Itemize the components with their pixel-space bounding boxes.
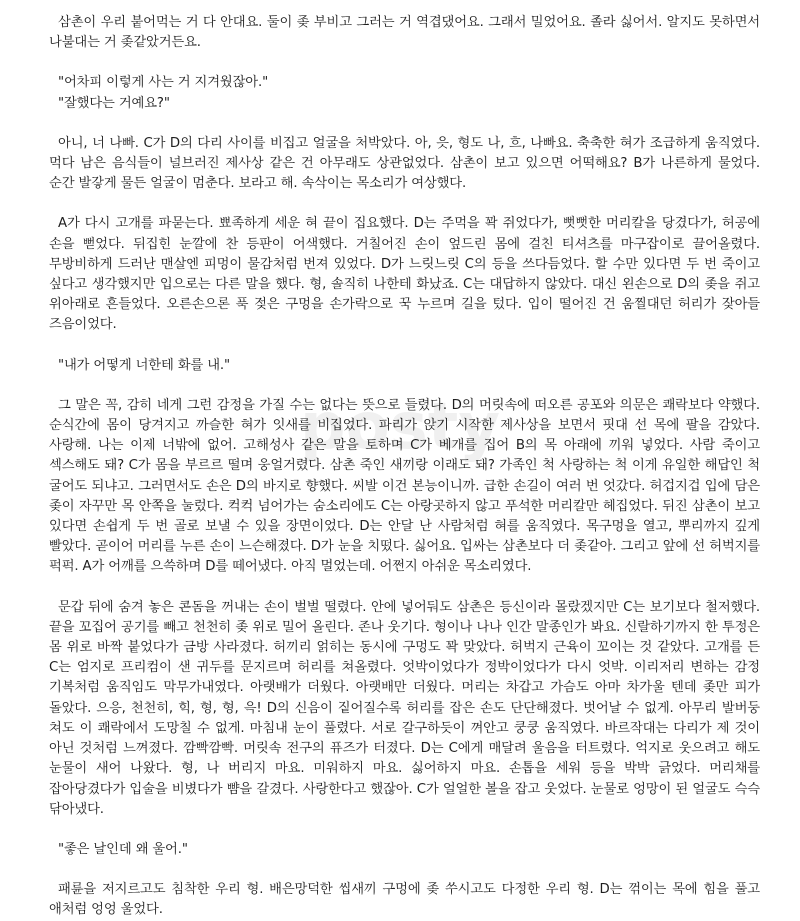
dialogue-line-1b: "잘했다는 거예요?"	[58, 95, 170, 111]
dialogue-block-1	[49, 73, 760, 113]
dialogue-block-3	[49, 840, 760, 860]
dialogue-line-3: "좋은 날인데 왜 울어."	[58, 841, 188, 857]
paragraph-2: 아니, 너 나빠. C가 D의 다리 사이를 비집고 얼굴을 처박았다. 아, 읏, 형도 나, 흐, 나빠요. 축축한 혀가 조급하게 움직였다. 먹다 남은 음식들이 널브러진 제사상 같은 건 아무래도 상관없었다. 삼촌이 보고 있으면 어떡해요? B가 나른하게 물었다. 순간 발갛게 물든 얼굴이 멈춘다. 보라고 해. 속삭이는 목소리가 여상했다.	[49, 135, 760, 192]
watermark: posty	[299, 389, 501, 464]
dialogue-line-1a: "어차피 이렇게 사는 거 지겨웠잖아."	[58, 75, 269, 91]
paragraph-3: A가 다시 고개를 파묻는다. 뾰족하게 세운 혀 끝이 집요했다. D는 주먹을 꽉 쥐었다가, 뻣뻣한 머리칼을 당겼다가, 허공에 손을 뻗었다. 뒤집힌 눈깔에 찬 등판이 어색했다. 거칠어진 손이 엎드린 몸에 걸친 티셔츠를 마구잡이로 끌어올렸다. 무방비하게 드러난 맨살엔 피멍이 물감처럼 번져 있었다. D가 느릿느릿 C의 등을 쓰다듬었다. 할 수만 있다면 두 번 죽이고 싶다고 생각했지만 입으로는 다른 말을 했다. 형, 솔직히 나한테 화났죠. C는 대답하지 않았다. 대신 왼손으로 D의 좆을 쥐고 위아래로 흔들었다. 오른손으론 푹 젖은 구멍을 손가락으로 꾹 누르며 길을 텄다. 입이 떨어진 건 움찔대던 허리가 잦아들 즈음이었다.	[49, 216, 760, 333]
paragraph-5: 문갑 뒤에 숨겨 놓은 콘돔을 꺼내는 손이 벌벌 떨렸다. 안에 넣어둬도 삼촌은 등신이라 몰랐겠지만 C는 보기보다 철저했다. 끝을 꼬집어 공기를 빼고 천천히 좆 위로 밀어 올린다. 존나 웃기다. 형이나 나나 인간 말종인가 봐요. 신랄하기까지 한 투정은 몸 위로 바짝 붙었다가 금방 사라졌다. 허끼리 얽히는 동시에 구멍도 꽉 맞았다. 허벅지 근육이 꼬이는 것 같았다. 고개를 든 C는 엄지로 프리컴이 샌 귀두를 문지르며 허리를 쳐올렸다. 엇박이었다가 정박이었다가 다시 엇박. 이리저리 변하는 감정 기복처럼 움직임도 막무가내였다. 아랫배가 더웠다. 아랫배만 더웠다. 머리는 차갑고 가슴도 아마 차가울 텐데 좆만 피가 돌았다. 으응, 천천히, 힉, 형, 형, 윽! D의 신음이 짙어질수록 허리를 잡은 손도 단단해졌다. 벗어날 수 없게. 아무리 발버둥 쳐도 이 쾌락에서 도망칠 수 없게. 마침내 눈이 풀렸다. 서로 갈구하듯이 껴안고 쿵쿵 움직였다. 바르작대는 다리가 제 것이 아닌 것처럼 느껴졌다. 깜빡깜빡. 머릿속 전구의 퓨즈가 터졌다. D는 C에게 매달려 울음을 터트렸다. 억지로 웃으려고 해도 눈물이 새어 나왔다. 형, 나 버리지 마요. 미워하지 마요. 싫어하지 마요. 손톱을 세워 등을 박박 긁었다. 머리채를 잡아당겼다가 입술을 비볐다가 뺨을 갈겼다. 사랑한다고 했잖아. C가 얼얼한 볼을 잡고 웃었다. 눈물로 엉망이 된 얼굴도 슥슥 닦아냈다.	[49, 599, 760, 817]
dialogue-line-2: "내가 어떻게 너한테 화를 내."	[58, 357, 230, 373]
paragraph-4: 그 말은 꼭, 감히 네게 그런 감정을 가질 수는 없다는 뜻으로 들렸다. D의 머릿속에 떠오른 공포와 의문은 쾌락보다 약했다. 순식간에 몸이 당겨지고 까슬한 혀가 잇새를 비집었다. 파리가 앉기 시작한 제사상을 보면서 핏대 선 목에 팔을 감았다. 사랑해. 나는 이제 너밖에 없어. 고해성사 같은 말을 토하며 C가 베개를 집어 B의 목 아래에 끼워 넣었다. 사람 죽이고 섹스해도 돼? C가 몸을 부르르 떨며 웅얼거렸다. 삼촌 죽인 새끼랑 이래도 돼? 가족인 척 사랑하는 척 이게 유일한 해답인 척 굴어도 되냐고. 그러면서도 손은 D의 바지로 향했다. 씨발 이건 본능이니까. 급한 손길이 여러 번 엇갔다. 허겁지겁 입에 담은 좆이 자꾸만 목 안쪽을 눌렀다. 컥컥 넘어가는 숨소리에도 C는 아랑곳하지 않고 푸석한 머리칼만 헤집었다. 뒤진 삼촌이 보고 있다면 손쉽게 두 번 골로 보낼 수 있을 장면이었다. D는 안달 난 사람처럼 혀를 움직였다. 목구멍을 열고, 뿌리까지 깊게 빨았다. 곧이어 머리를 누른 손이 느슨해졌다. D가 눈을 치떴다. 싫어요. 입싸는 삼촌보다 더 좆같아. 그리고 앞에 선 허벅지를 퍽퍽. A가 어깨를 으쓱하며 D를 떼어냈다. 아직 멀었는데. 어쩐지 아쉬운 목소리였다.	[49, 397, 760, 575]
paragraph-6: 패륜을 저지르고도 침착한 우리 형. 배은망덕한 씹새끼 구멍에 좆 쑤시고도 다정한 우리 형. D는 꺾이는 목에 힘을 풀고 애처럼 엉엉 울었다.	[49, 882, 760, 918]
dialogue-block-2	[49, 356, 760, 376]
paragraph-1: 삼촌이 우리 붙어먹는 거 다 안대요. 둘이 좆 부비고 그러는 거 역겹댔어요. 그래서 밀었어요. 졸라 싫어서. 알지도 못하면서 나불대는 거 좆같았거든요.	[49, 15, 760, 51]
